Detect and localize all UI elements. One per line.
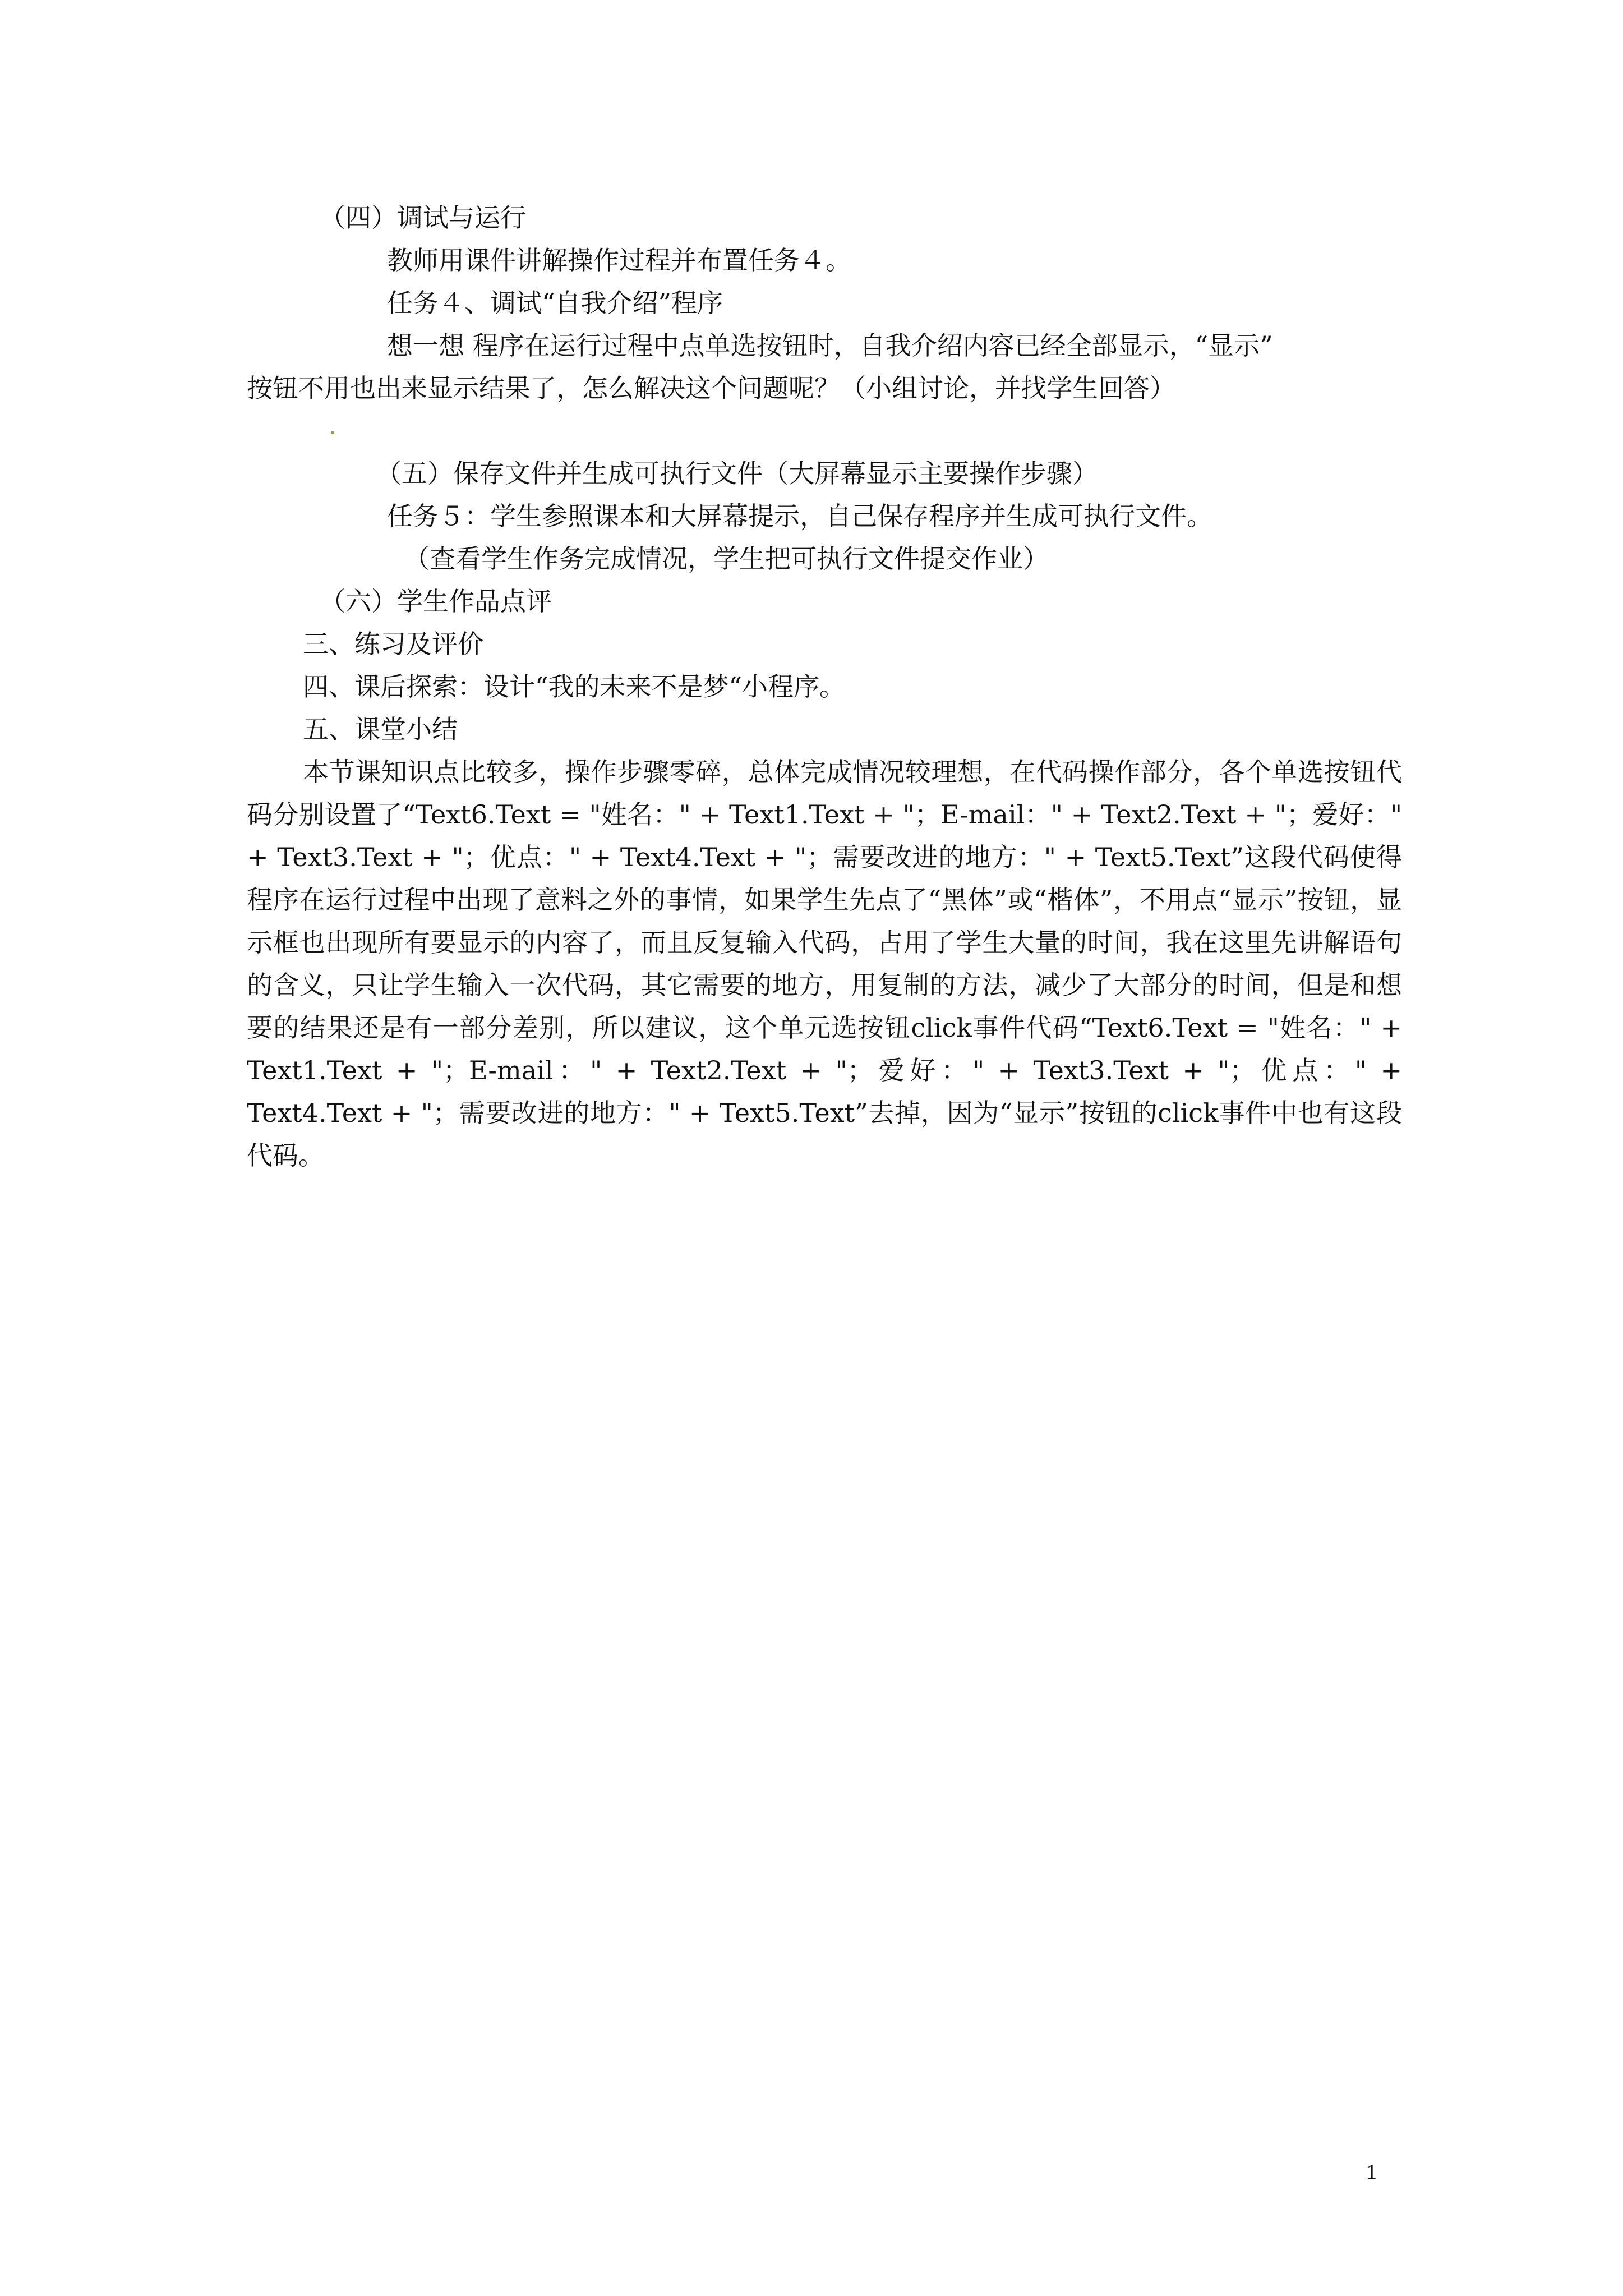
section-heading-debug-run: （四）调试与运行 xyxy=(320,203,526,233)
document-body xyxy=(247,196,1402,1177)
page-number: 1 xyxy=(1366,2160,1377,2184)
think-question-continuation: 按钮不用也出来显示结果了，怎么解决这个问题呢？（小组讨论，并找学生回答） xyxy=(247,373,1175,403)
section-heading-save-file: （五）保存文件并生成可执行文件（大屏幕显示主要操作步骤） xyxy=(376,458,1098,489)
check-note-line: （查看学生作务完成情况，学生把可执行文件提交作业） xyxy=(404,544,1049,574)
summary-paragraph: 本节课知识点比较多，操作步骤零碎，总体完成情况较理想，在代码操作部分，各个单选按钮代码分别设置了“Text6.Text = "姓名：" + Text1.Text + "；E-mail：" + Text2.Text + "；爱好：" + Text3.Text + "；优点：" + Text4.Text + "；需要改进的地方：" + Text5.Text”这段代码使得程序在运行过程中出现了意料之外的事情，如果学生先点了“黑体”或“楷体”，不用点“显示”按钮，显示框也出现所有要显示的内容了，而且反复输入代码，占用了学生大量的时间，我在这里先讲解语句的含义，只让学生输入一次代码，其它需要的地方，用复制的方法，减少了大部分的时间，但是和想要的结果还是有一部分差别，所以建议，这个单元选按钮click事件代码“Text6.Text = "姓名：" + Text1.Text + "；E-mail：" + Text2.Text + "；爱好：" + Text3.Text + "；优点：" + Text4.Text + "；需要改进的地方：" + Text5.Text”去掉，因为“显示”按钮的click事件中也有这段代码。 xyxy=(247,757,1402,1171)
task-5-line: 任务５：学生参照课本和大屏幕提示，自己保存程序并生成可执行文件。 xyxy=(387,501,1212,531)
section-heading-summary: 五、课堂小结 xyxy=(303,714,458,744)
speck-mark xyxy=(331,431,334,434)
think-question-line: 想一想 程序在运行过程中点单选按钮时，自我介绍内容已经全部显示，“显示” xyxy=(387,330,1273,361)
section-heading-explore: 四、课后探索：设计“我的未来不是梦“小程序。 xyxy=(303,671,846,702)
section-heading-practice: 三、练习及评价 xyxy=(303,629,483,659)
task-4-line: 任务４、调试“自我介绍”程序 xyxy=(387,288,723,318)
section-heading-review: （六）学生作品点评 xyxy=(320,586,552,616)
blank-line xyxy=(247,409,1402,452)
text-line: 教师用课件讲解操作过程并布置任务４。 xyxy=(387,245,851,275)
